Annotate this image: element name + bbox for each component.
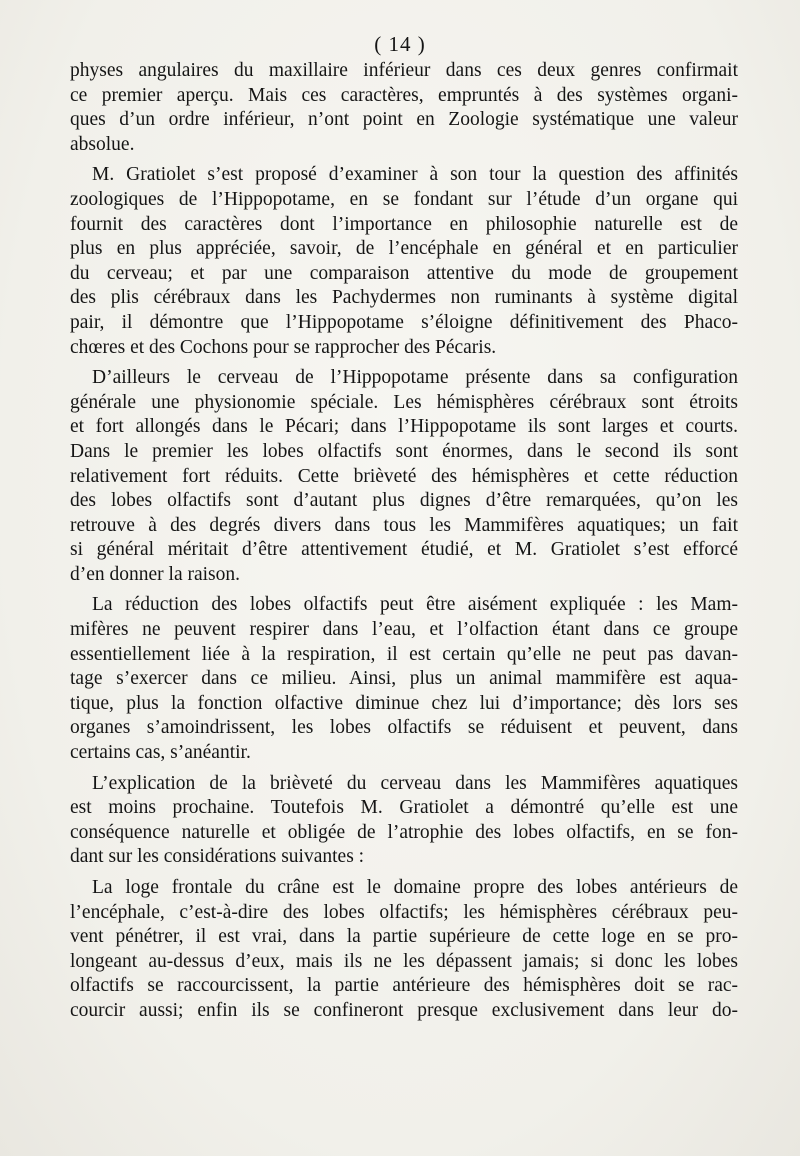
text-line: ce premier aperçu. Mais ces caractères, empruntés à des systèmes organi- xyxy=(70,84,738,106)
text-line: L’explication de la brièveté du cerveau dans les Mammifères aquatiques xyxy=(92,772,738,794)
text-line: fournit des caractères dont l’importance en philosophie naturelle est de xyxy=(70,213,738,235)
text-line: certains cas, s’anéantir. xyxy=(70,742,251,764)
paragraph-1 xyxy=(70,59,738,157)
text-line: relativement fort réduits. Cette brièveté des hémisphères et cette réduction xyxy=(70,465,738,487)
text-line: La réduction des lobes olfactifs peut être aisément expliquée : les Mam- xyxy=(92,594,738,616)
text-line: courcir aussi; enfin ils se confineront presque exclusivement dans leur do- xyxy=(70,999,738,1021)
text-line: conséquence naturelle et obligée de l’atrophie des lobes olfactifs, en se fon- xyxy=(70,821,738,843)
text-line: tage s’exercer dans ce milieu. Ainsi, plus un animal mammifère est aqua- xyxy=(70,668,738,690)
paragraph-4 xyxy=(70,593,738,765)
text-line: La loge frontale du crâne est le domaine propre des lobes antérieurs de xyxy=(92,877,738,898)
text-line: vent pénétrer, il est vrai, dans la partie supérieure de cette loge en se pro- xyxy=(70,926,738,948)
paragraph-5 xyxy=(70,772,738,870)
text-line: des lobes olfactifs sont d’autant plus dignes d’être remarquées, qu’on les xyxy=(70,490,738,512)
paragraph-3 xyxy=(70,366,738,587)
text-line: mifères ne peuvent respirer dans l’eau, et l’olfaction étant dans ce groupe xyxy=(70,619,738,641)
text-line: D’ailleurs le cerveau de l’Hippopotame présente dans sa configuration xyxy=(92,367,738,389)
text-line: pair, il démontre que l’Hippopotame s’éloigne définitivement des Phaco- xyxy=(70,311,738,333)
page-number: ( 14 ) xyxy=(374,32,426,56)
text-line: essentiellement liée à la respiration, il est certain qu’elle ne peut pas davan- xyxy=(70,643,738,665)
text-line: tique, plus la fonction olfactive diminue chez lui d’importance; dès lors ses xyxy=(70,692,738,714)
text-line: ques d’un ordre inférieur, n’ont point en Zoologie systématique une valeur xyxy=(70,109,738,131)
text-line: physes angulaires du maxillaire inférieur dans ces deux genres confirmait xyxy=(70,60,738,81)
text-line: si général méritait d’être attentivement étudié, et M. Gratiolet s’est efforcé xyxy=(70,539,738,561)
text-line: plus en plus appréciée, savoir, de l’encéphale en général et en particulier xyxy=(70,238,738,260)
text-line: olfactifs se raccourcissent, la partie antérieure des hémisphères doit se rac- xyxy=(70,975,738,997)
text-line: générale une physionomie spéciale. Les hémisphères cérébraux sont étroits xyxy=(70,391,738,413)
text-line: Dans le premier les lobes olfactifs sont énormes, dans le second ils sont xyxy=(70,440,738,462)
text-line: zoologiques de l’Hippopotame, en se fondant sur l’étude d’un organe qui xyxy=(70,188,738,210)
text-line: d’en donner la raison. xyxy=(70,563,241,585)
paragraph-6 xyxy=(70,876,738,1024)
text-line: est moins prochaine. Toutefois M. Gratiolet a démontré qu’elle est une xyxy=(70,797,738,819)
paragraph-2 xyxy=(70,163,738,360)
text-line: retrouve à des degrés divers dans tous les Mammifères aquatiques; un fait xyxy=(70,514,738,536)
text-line: et fort allongés dans le Pécari; dans l’Hippopotame ils sont larges et courts. xyxy=(70,416,738,438)
text-line: des plis cérébraux dans les Pachydermes non ruminants à système digital xyxy=(70,287,738,309)
text-line: absolue. xyxy=(70,133,135,155)
text-line: M. Gratiolet s’est proposé d’examiner à son tour la question des affinités xyxy=(92,164,738,186)
text-line: longeant au-dessus d’eux, mais ils ne les dépassent jamais; si donc les lobes xyxy=(70,950,738,972)
text-line: du cerveau; et par une comparaison attentive du mode de groupement xyxy=(70,262,738,284)
text-line: organes s’amoindrissent, les lobes olfactifs se réduisent et peuvent, dans xyxy=(70,717,738,739)
text-line: l’encéphale, c’est-à-dire des lobes olfactifs; les hémisphères cérébraux peu- xyxy=(70,901,738,923)
text-line: dant sur les considérations suivantes : xyxy=(70,846,365,868)
body-text xyxy=(70,59,738,1030)
text-line: chœres et des Cochons pour se rapprocher des Pécaris. xyxy=(70,336,497,358)
